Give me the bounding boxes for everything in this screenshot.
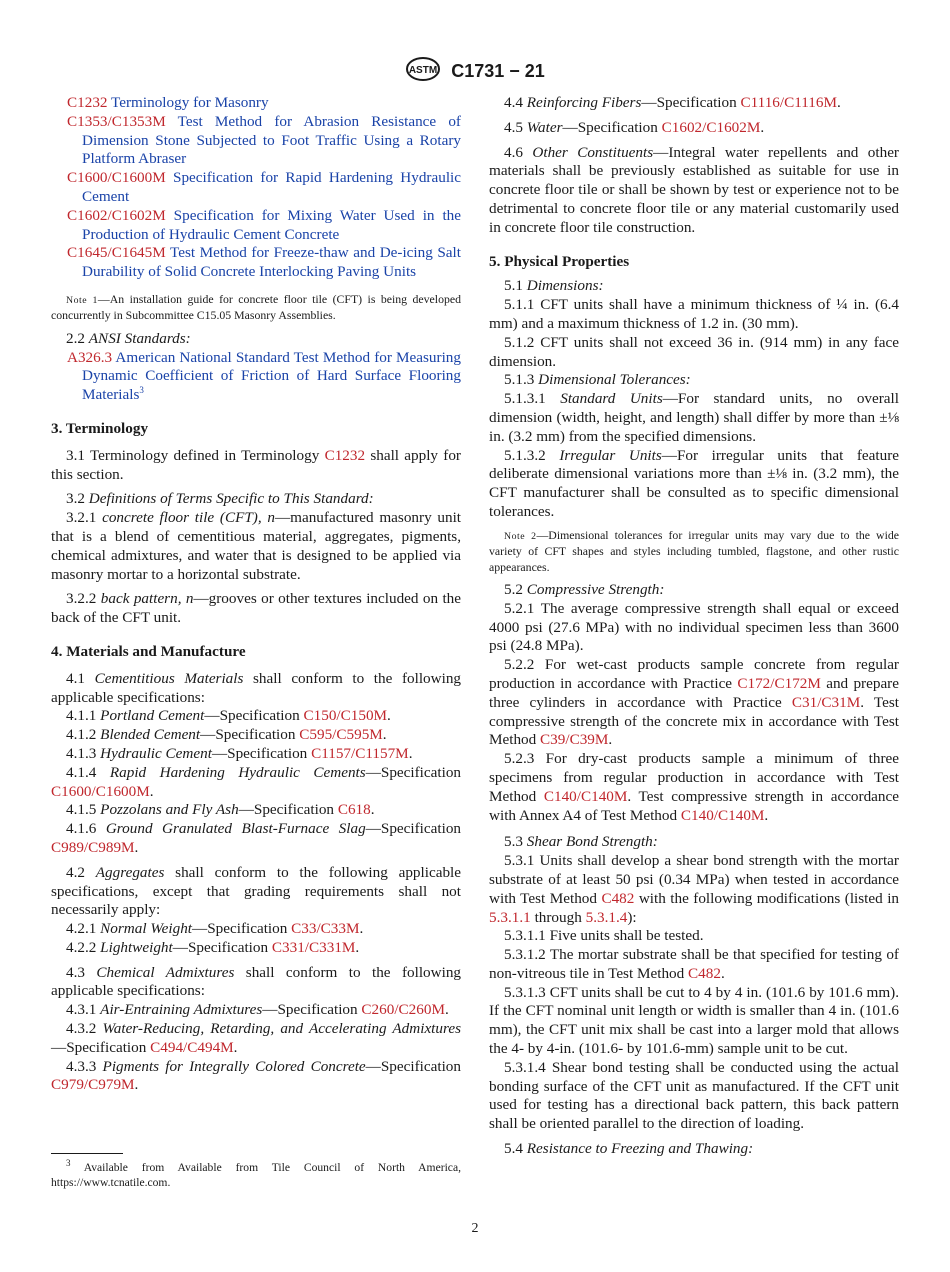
section-5-2-3: 5.2.3 For dry-cast products sample a minimum of three specimens from regular production in accordance with Test Method C140/C140M. Test compressive strength in accordance with Annex A4 of Test Method C140/C140M. (489, 750, 899, 824)
heading-materials: 4. Materials and Manufacture (51, 642, 246, 660)
ref-link[interactable]: C618 (337, 801, 371, 819)
section-link[interactable]: 5.3.1.1 (489, 908, 531, 926)
section-3-2-2: 3.2.2 back pattern, n—grooves or other textures included on the back of the CFT unit. (51, 590, 462, 627)
section-5-3-1-2: 5.3.1.2 The mortar substrate shall be that specified for testing of non-vitreous tile in Test Method C482. (489, 946, 899, 982)
ref-link[interactable]: C140/C140M (543, 787, 628, 805)
ref-link[interactable]: C31/C31M (791, 693, 861, 711)
reference-item: C1645/C1645M Test Method for Freeze-thaw and De-icing Salt Durability of Solid Concrete Interlocking Paving Units (67, 244, 461, 281)
section-4-3-1: 4.3.1 Air-Entraining Admixtures—Specification C260/C260M. (66, 1001, 449, 1019)
ref-link[interactable]: C1602/C1602M (661, 118, 761, 136)
section-5-1: 5.1 Dimensions: (504, 277, 604, 295)
ref-link[interactable]: C150/C150M (303, 707, 388, 725)
ref-link[interactable]: C260/C260M (361, 1001, 445, 1019)
section-4-1: 4.1 Cementitious Materials shall conform to the following applicable specifications: (51, 669, 462, 706)
ref-link[interactable]: C1232 (67, 94, 108, 111)
ref-link[interactable]: C1645/C1645M (67, 244, 166, 262)
section-5-1-3-2: 5.1.3.2 Irregular Units—For irregular units that feature deliberate dimensional variations more than ±⅛ in. (3.2 mm), the CFT manufacturer shall be consulted as to specific dimensional tolerances. (489, 446, 900, 520)
section-5-1-3-1: 5.1.3.1 Standard Units—For standard units, no overall dimension (width, height, and length) shall differ by more than ±⅛ in. (3.2 mm) from the specified dimensions. (489, 390, 899, 445)
footnote: $^3$ Available from Available from Tile Council of North America, https://www.tcnatile.com. (51, 1158, 461, 1189)
section-5-1-2: 5.1.2 CFT units shall not exceed 36 in. (914 mm) in any face dimension. (489, 333, 899, 370)
section-5-2-2: 5.2.2 For wet-cast products sample concrete from regular production in accordance with Practice C172/C172M and prepare three cylinders in accordance with Practice C31/C31M. Test compressive strength of the concrete mix in accordance with Test Method C39/C39M. (489, 656, 900, 749)
note-2: Note 2—Dimensional tolerances for irregular units may vary due to the wide variety of CFT shapes and styles including tumbled, flagstone, and other rustic appearances. (489, 527, 899, 574)
section-5-4: 5.4 Resistance to Freezing and Thawing: (504, 1140, 754, 1158)
section-4-3: 4.3 Chemical Admixtures shall conform to the following applicable specifications: (51, 963, 462, 1000)
section-4-1-2: 4.1.2 Blended Cement—Specification C595/C595M. (66, 726, 387, 744)
ref-link[interactable]: C989/C989M (51, 838, 135, 856)
section-4-1-3: 4.1.3 Hydraulic Cement—Specification C1157/C1157M. (66, 744, 413, 762)
section-2-2: 2.2 ANSI Standards: (66, 329, 191, 347)
ref-link[interactable]: C172/C172M (737, 674, 821, 692)
section-5-3-1: 5.3.1 Units shall develop a shear bond strength with the mortar substrate of at least 50 psi (0.34 MPa) when tested in accordance with Test Method C482 with the following modifications (listed in 5.3.1.1 through 5.3.1.4): (489, 852, 900, 926)
footnote-marker[interactable]: 3 (139, 385, 144, 396)
reference-item: A326.3 American National Standard Test Method for Measuring Dynamic Coefficient of Friction of Hard Surface Flooring Materials$^3$ (67, 348, 461, 404)
ref-link[interactable]: C1602/C1602M (67, 206, 166, 224)
page-header (0, 56, 950, 87)
reference-item: C1353/C1353M Test Method for Abrasion Resistance of Dimension Stone Subjected to Foot Traffic Using a Rotary Platform Abraser (67, 112, 461, 168)
ref-link[interactable]: C140/C140M (680, 806, 765, 824)
section-5-3-1-3: 5.3.1.3 CFT units shall be cut to 4 by 4 in. (101.6 by 101.6 mm). If the CFT nominal unit length or width is smaller than 4 in. (101.6 mm), the CFT unit mix shall be cast into a larger mold that allows the 4- by 4-in. (101.6- by 101.6-mm) sample unit to be cut. (489, 983, 899, 1058)
ref-link[interactable]: A326.3 (67, 348, 113, 366)
section-3-2-1: 3.2.1 concrete floor tile (CFT), n—manufactured masonry unit that is a blend of cementitious material, aggregates, pigments, chemical admixtures, and water that is designed to be applied via masonry mortar to a horizontal substrate. (51, 509, 462, 583)
ref-link[interactable]: C331/C331M (271, 938, 356, 956)
footnote-divider (51, 1153, 123, 1154)
reference-item: C1600/C1600M Specification for Rapid Hardening Hydraulic Cement (67, 169, 461, 205)
section-5-3-1-1: 5.3.1.1 Five units shall be tested. (504, 927, 704, 945)
section-4-3-3: 4.3.3 Pigments for Integrally Colored Concrete—Specification C979/C979M. (51, 1057, 461, 1094)
heading-physical-properties: 5. Physical Properties (489, 252, 630, 270)
section-3-1: 3.1 Terminology defined in Terminology C1232 shall apply for this section. (51, 446, 461, 483)
ref-link[interactable]: C482 (688, 964, 721, 982)
ref-link[interactable]: C595/C595M (299, 726, 383, 744)
ref-link[interactable]: C482 (601, 889, 635, 907)
note-1: Note 1—An installation guide for concrete floor tile (CFT) is being developed concurrently in Subcommittee C15.05 Masonry Assemblies. (51, 291, 461, 323)
section-4-1-5: 4.1.5 Pozzolans and Fly Ash—Specification C618. (66, 801, 375, 819)
section-4-2: 4.2 Aggregates shall conform to the following applicable specifications, except that grading requirements shall not necessarily apply: (51, 863, 462, 919)
section-5-2: 5.2 Compressive Strength: (504, 580, 665, 598)
section-4-4: 4.4 Reinforcing Fibers—Specification C1116/C1116M. (504, 94, 841, 111)
ref-link[interactable]: C1353/C1353M (67, 112, 166, 130)
section-5-3-1-4: 5.3.1.4 Shear bond testing shall be conducted using the actual bonding surface of the CFT unit as manufactured. If the CFT unit used for testing has a directional back pattern, this back pattern shall be oriented parallel to the direction of loading. (489, 1058, 899, 1133)
section-3-2: 3.2 Definitions of Terms Specific to This Standard: (66, 490, 374, 508)
ref-link[interactable]: C1600/C1600M (67, 169, 166, 187)
astm-logo-icon (405, 56, 441, 87)
section-4-1-6: 4.1.6 Ground Granulated Blast-Furnace Slag—Specification C989/C989M. (51, 820, 462, 856)
section-4-5: 4.5 Water—Specification C1602/C1602M. (504, 118, 765, 136)
section-5-2-1: 5.2.1 The average compressive strength shall equal or exceed 4000 psi (27.6 MPa) with no individual specimen less than 3600 psi (24.8 MPa). (489, 599, 899, 655)
page-number: 2 (471, 1221, 479, 1236)
right-column (489, 94, 899, 1159)
ref-link[interactable]: C1116/C1116M (740, 94, 837, 111)
reference-list (51, 94, 461, 282)
ref-link[interactable]: C1232 (324, 446, 366, 464)
section-4-1-4: 4.1.4 Rapid Hardening Hydraulic Cements—Specification C1600/C1600M. (51, 763, 462, 800)
section-5-1-3: 5.1.3 Dimensional Tolerances: (504, 371, 691, 389)
section-4-2-1: 4.2.1 Normal Weight—Specification C33/C33M. (66, 920, 364, 938)
svg-text:ASTM: ASTM (409, 65, 438, 76)
ref-link[interactable]: C39/C39M (540, 731, 609, 749)
section-4-2-2: 4.2.2 Lightweight—Specification C331/C331M. (66, 938, 360, 956)
section-4-1-1: 4.1.1 Portland Cement—Specification C150/C150M. (66, 707, 391, 725)
ref-link[interactable]: C33/C33M (291, 920, 360, 938)
ref-link[interactable]: C1600/C1600M (51, 782, 150, 800)
ref-link[interactable]: C1157/C1157M (311, 744, 409, 762)
section-4-6: 4.6 Other Constituents—Integral water repellents and other materials shall be previously established as suitable for use in concrete floor tile or shall be shown by test or experience not to be detrimental to concrete floor tile or any material customarily used in concrete floor tile construction. (489, 143, 899, 236)
section-5-1-1: 5.1.1 CFT units shall have a minimum thickness of ¼ in. (6.4 mm) and a maximum thickness of 1.2 in. (30 mm). (489, 296, 899, 332)
left-column (51, 94, 461, 1095)
reference-item: C1602/C1602M Specification for Mixing Water Used in the Production of Hydraulic Cement Concrete (67, 206, 461, 243)
section-4-3-2: 4.3.2 Water-Reducing, Retarding, and Accelerating Admixtures—Specification C494/C494M. (51, 1020, 461, 1056)
document-designation: C1731 − 21 (451, 61, 545, 81)
ref-link[interactable]: C494/C494M (150, 1038, 234, 1056)
heading-terminology: 3. Terminology (51, 419, 149, 437)
section-link[interactable]: 5.3.1.4 (585, 908, 628, 926)
ref-link[interactable]: C979/C979M (51, 1076, 135, 1094)
section-5-3: 5.3 Shear Bond Strength: (504, 833, 658, 851)
reference-item: C1232 Terminology for Masonry (67, 94, 269, 111)
